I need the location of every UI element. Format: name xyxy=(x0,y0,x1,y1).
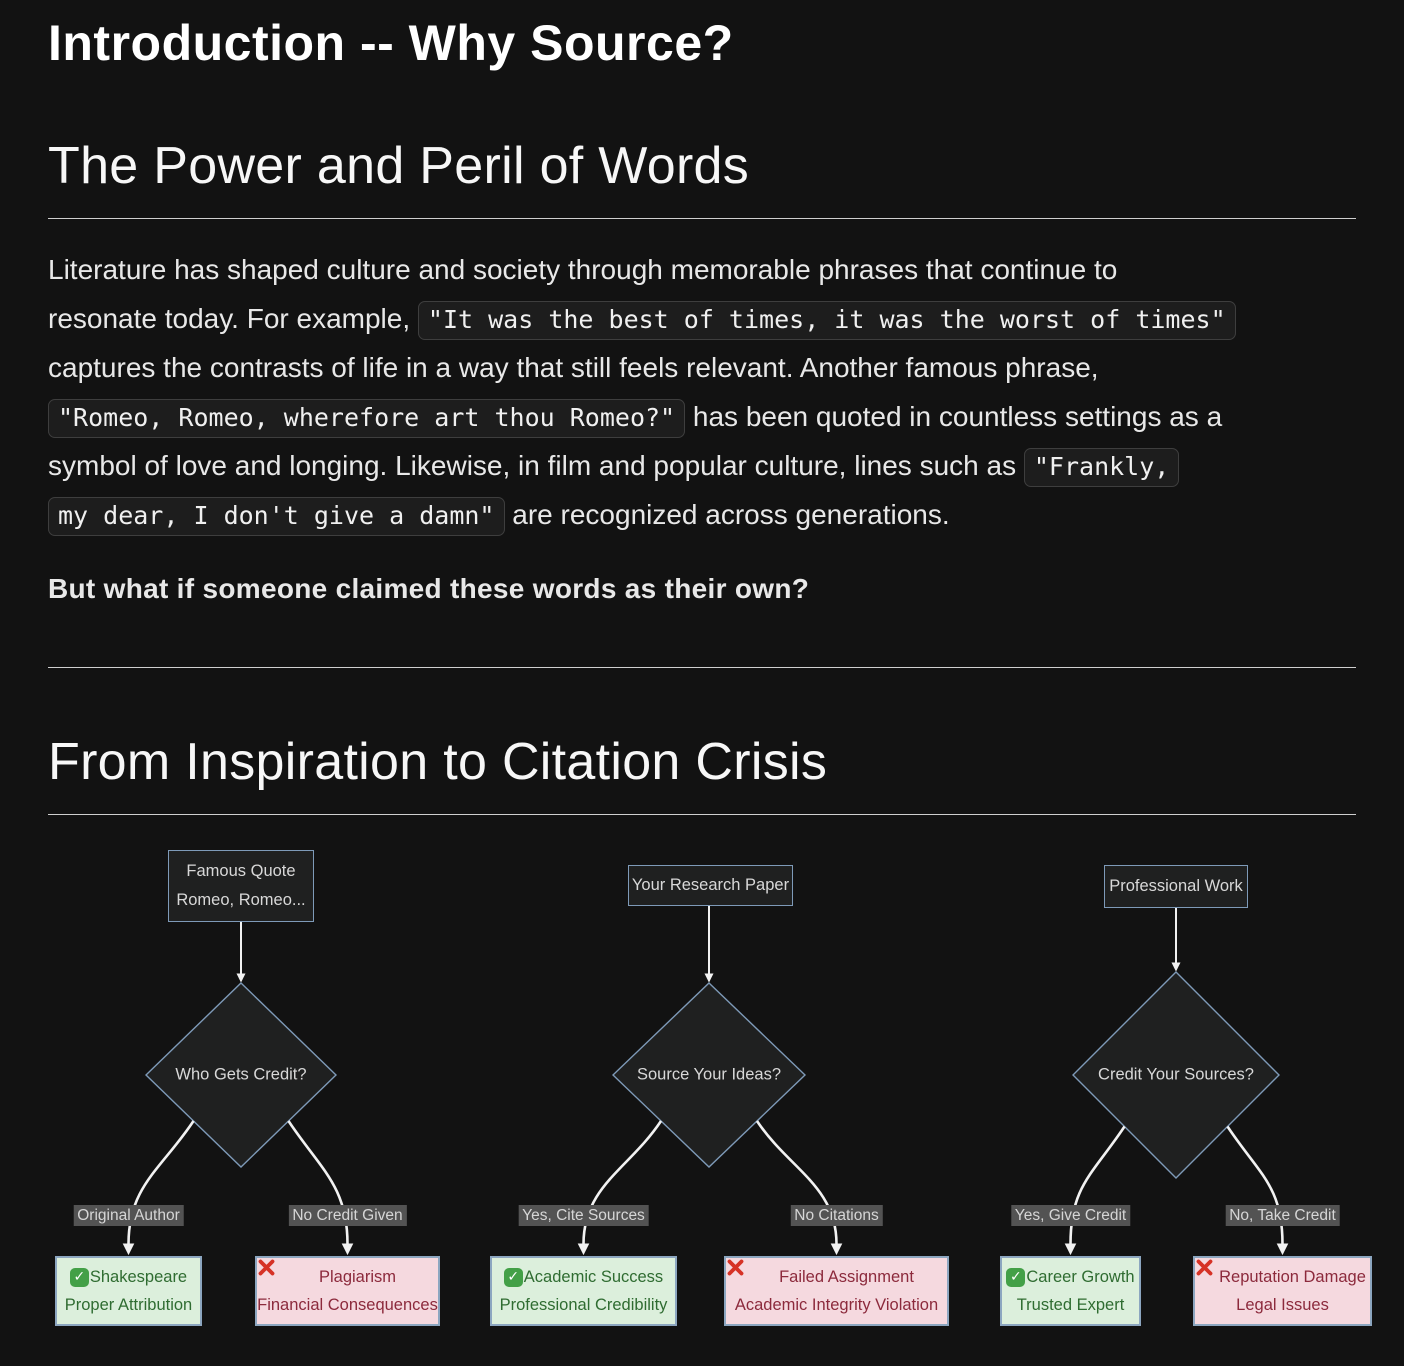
paragraph-line: my dear, I don't give a damn" are recognized across generations. xyxy=(48,490,1356,539)
source-node xyxy=(628,865,793,906)
decision-label: Who Gets Credit? xyxy=(175,1065,307,1084)
claim-question: But what if someone claimed these words as their own? xyxy=(48,573,810,604)
cross-icon xyxy=(759,1268,778,1287)
outcome-line xyxy=(299,1263,396,1291)
outcome-line xyxy=(70,1263,187,1291)
check-icon: ✓ xyxy=(1006,1268,1025,1287)
inline-code-quote: "Romeo, Romeo, wherefore art thou Romeo?" xyxy=(48,399,685,438)
source-node-line: Professional Work xyxy=(1109,877,1243,895)
document xyxy=(0,14,1404,1354)
outcome-line xyxy=(504,1263,663,1291)
cross-icon xyxy=(299,1268,318,1287)
outcome-line xyxy=(759,1263,914,1291)
paragraph-line: captures the contrasts of life in a way that still feels relevant. Another famous phrase, xyxy=(48,352,1099,383)
inline-code-quote: "Frankly, xyxy=(1024,448,1179,487)
outcome-line: Proper Attribution xyxy=(64,1296,193,1314)
edge-label: Yes, Cite Sources xyxy=(518,1205,649,1226)
check-icon: ✓ xyxy=(70,1268,89,1287)
edge-label: No Credit Given xyxy=(288,1205,406,1226)
section-heading-citation-crisis: From Inspiration to Citation Crisis xyxy=(48,732,1356,815)
outcome-node xyxy=(490,1256,677,1326)
outcome-line: Financial Consequences xyxy=(257,1296,438,1314)
outcome-text: Career Growth xyxy=(1026,1268,1135,1286)
check-icon: ✓ xyxy=(504,1268,523,1287)
outcome-text: Plagiarism xyxy=(318,1268,397,1286)
source-node xyxy=(1104,865,1248,908)
outcome-line xyxy=(1006,1263,1134,1291)
outcome-node xyxy=(1000,1256,1141,1326)
citation-flowchart xyxy=(0,833,1404,1354)
inline-code-quote: "It was the best of times, it was the worst of times" xyxy=(418,301,1236,340)
section-divider xyxy=(48,667,1356,668)
section-heading-power-peril: The Power and Peril of Words xyxy=(48,136,1356,219)
source-node xyxy=(168,850,314,922)
outcome-node xyxy=(255,1256,440,1326)
outcome-text: Failed Assignment xyxy=(779,1268,914,1286)
edge-label: Yes, Give Credit xyxy=(1011,1205,1130,1226)
paragraph-line: "Romeo, Romeo, wherefore art thou Romeo?" has been quoted in countless settings as a xyxy=(48,392,1356,441)
paragraph-line: Literature has shaped culture and society through memorable phrases that continue to xyxy=(48,254,1118,285)
source-node-line: Your Research Paper xyxy=(631,876,790,894)
decision-label: Source Your Ideas? xyxy=(636,1065,782,1084)
inline-code-quote: my dear, I don't give a damn" xyxy=(48,497,505,536)
paragraph-line: symbol of love and longing. Likewise, in film and popular culture, lines such as "Frankly, xyxy=(48,441,1356,490)
outcome-line: Academic Integrity Violation xyxy=(734,1296,939,1314)
page-title: Introduction -- Why Source? xyxy=(48,15,734,71)
outcome-line: Legal Issues xyxy=(1236,1296,1329,1314)
intro-paragraph xyxy=(48,245,1356,539)
edge-label: No Citations xyxy=(790,1205,882,1226)
outcome-text: Reputation Damage xyxy=(1219,1268,1366,1286)
outcome-line xyxy=(1199,1263,1366,1291)
flow-edge xyxy=(1071,1127,1125,1245)
outcome-text: Shakespeare xyxy=(89,1268,188,1286)
source-node-line: Famous Quote xyxy=(186,862,296,880)
edge-label: No, Take Credit xyxy=(1225,1205,1340,1226)
source-node-line: Romeo, Romeo... xyxy=(176,891,306,909)
outcome-node xyxy=(1193,1256,1372,1326)
cross-icon xyxy=(1199,1268,1218,1287)
paragraph-line: resonate today. For example, "It was the best of times, it was the worst of times" xyxy=(48,294,1356,343)
flow-edge xyxy=(1228,1127,1283,1245)
outcome-line: Professional Credibility xyxy=(499,1296,668,1314)
outcome-text: Academic Success xyxy=(523,1268,664,1286)
outcome-line: Trusted Expert xyxy=(1016,1296,1125,1314)
edge-label: Original Author xyxy=(73,1205,184,1226)
decision-label: Credit Your Sources? xyxy=(1098,1065,1254,1084)
outcome-node xyxy=(55,1256,202,1326)
outcome-node xyxy=(724,1256,949,1326)
